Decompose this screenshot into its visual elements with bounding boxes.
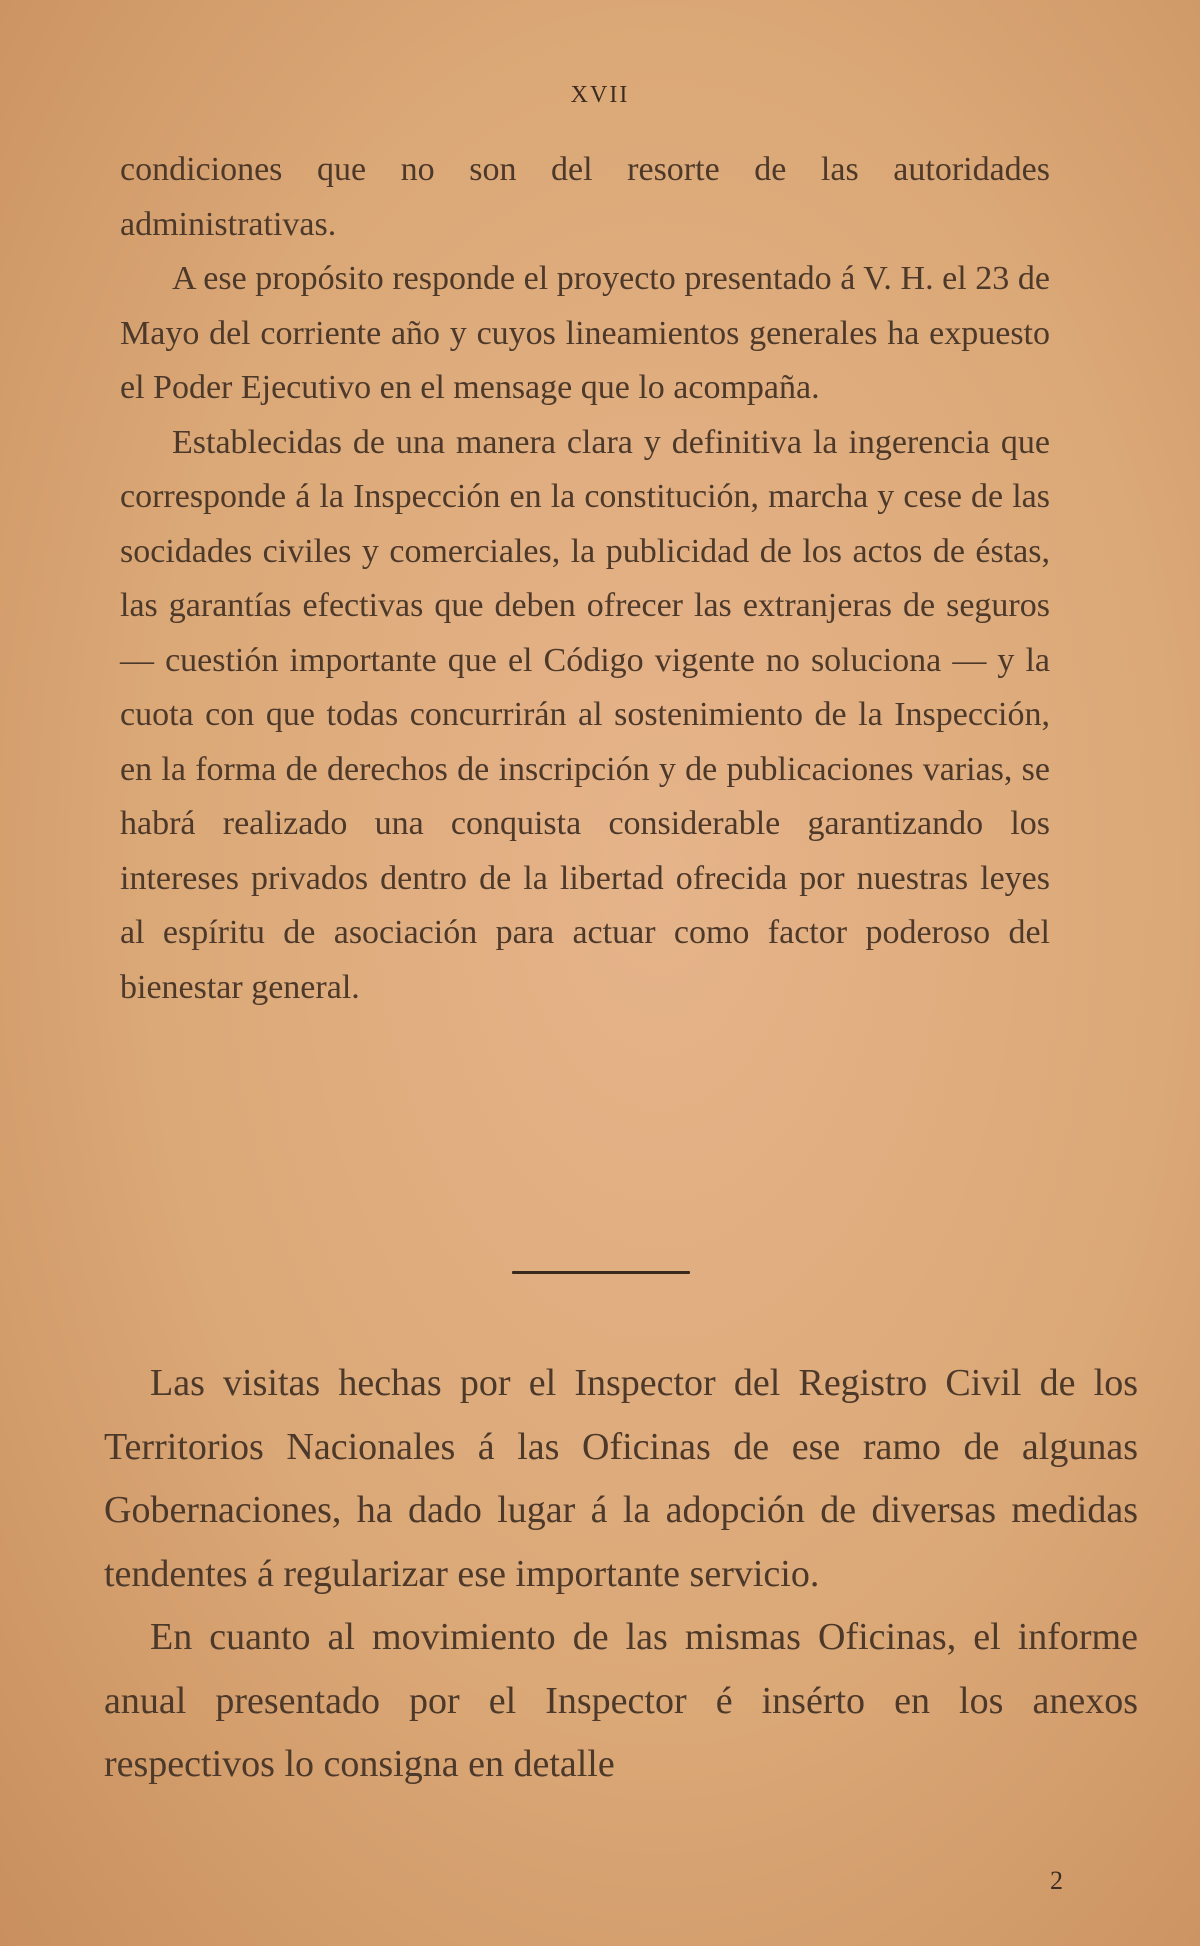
- text-section-2: [104, 1352, 1138, 1797]
- text-section-1: [120, 143, 1050, 1015]
- page-number-roman: XVII: [570, 82, 630, 108]
- paragraph-4: Las visitas hechas por el Inspector del Registro Civil de los Territorios Nacionales á las Oficinas de ese ramo de algunas Gobernaciones, ha dado lugar á la adopción de diversas medidas tendentes á regularizar ese importante servicio.: [104, 1362, 1138, 1595]
- paragraph-5: En cuanto al movimiento de las mismas Oficinas, el informe anual presentado por el Inspector é insérto en los anexos respectivos lo consigna en detalle: [104, 1616, 1138, 1785]
- paragraph-2: A ese propósito responde el proyecto presentado á V. H. el 23 de Mayo del corriente año y cuyos lineamientos generales ha expuesto el Poder Ejecutivo en el mensage que lo acompaña.: [120, 260, 1050, 406]
- section-divider: [512, 1271, 690, 1274]
- signature-mark: 2: [1050, 1866, 1063, 1895]
- paragraph-1: condiciones que no son del resorte de las autoridades administrativas.: [120, 151, 1050, 243]
- paragraph-3: Establecidas de una manera clara y definitiva la ingerencia que corresponde á la Inspección en la constitución, marcha y cese de las socidades civiles y comerciales, la publicidad de los actos de éstas, las garantías efectivas que deben ofrecer las extranjeras de seguros — cuestión importante que el Código vigente no soluciona — y la cuota con que todas concurrirán al sostenimiento de la Inspección, en la forma de derechos de inscripción y de publicaciones varias, se habrá realizado una conquista considerable garantizando los intereses privados dentro de la libertad ofrecida por nuestras leyes al espíritu de asociación para actuar como factor poderoso del bienestar general.: [120, 423, 1050, 1006]
